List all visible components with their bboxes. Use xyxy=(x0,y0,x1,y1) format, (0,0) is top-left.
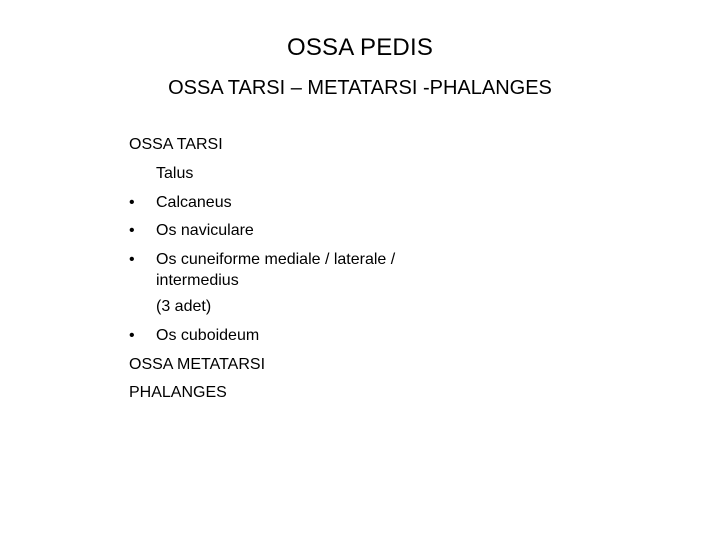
list-item-calcaneus xyxy=(129,189,569,218)
list-item-label: Calcaneus xyxy=(156,193,232,211)
slide-body xyxy=(129,131,569,408)
list-item-cuboideum xyxy=(129,322,569,351)
bullet-icon: • xyxy=(129,326,135,344)
list-item-talus: Talus xyxy=(156,164,194,182)
list-item-label: Os cuboideum xyxy=(156,326,260,344)
list-item-cuneiforme-continuation: intermedius xyxy=(156,271,239,289)
list-item-naviculare xyxy=(129,217,569,246)
bullet-icon: • xyxy=(129,251,135,269)
list-item-cuneiforme-count: (3 adet) xyxy=(156,297,212,315)
slide-title: OSSA PEDIS xyxy=(286,34,434,61)
heading-ossa-metatarsi: OSSA METATARSI xyxy=(129,355,266,373)
slide-subtitle: OSSA TARSI – METATARSI -PHALANGES xyxy=(168,77,552,99)
list-item-label: Os naviculare xyxy=(156,222,254,240)
heading-ossa-tarsi: OSSA TARSI xyxy=(129,136,223,153)
heading-phalanges: PHALANGES xyxy=(129,384,227,402)
list-item-label: Os cuneiforme mediale / laterale / xyxy=(156,251,396,269)
bullet-icon: • xyxy=(129,222,135,240)
bullet-icon: • xyxy=(129,193,135,211)
